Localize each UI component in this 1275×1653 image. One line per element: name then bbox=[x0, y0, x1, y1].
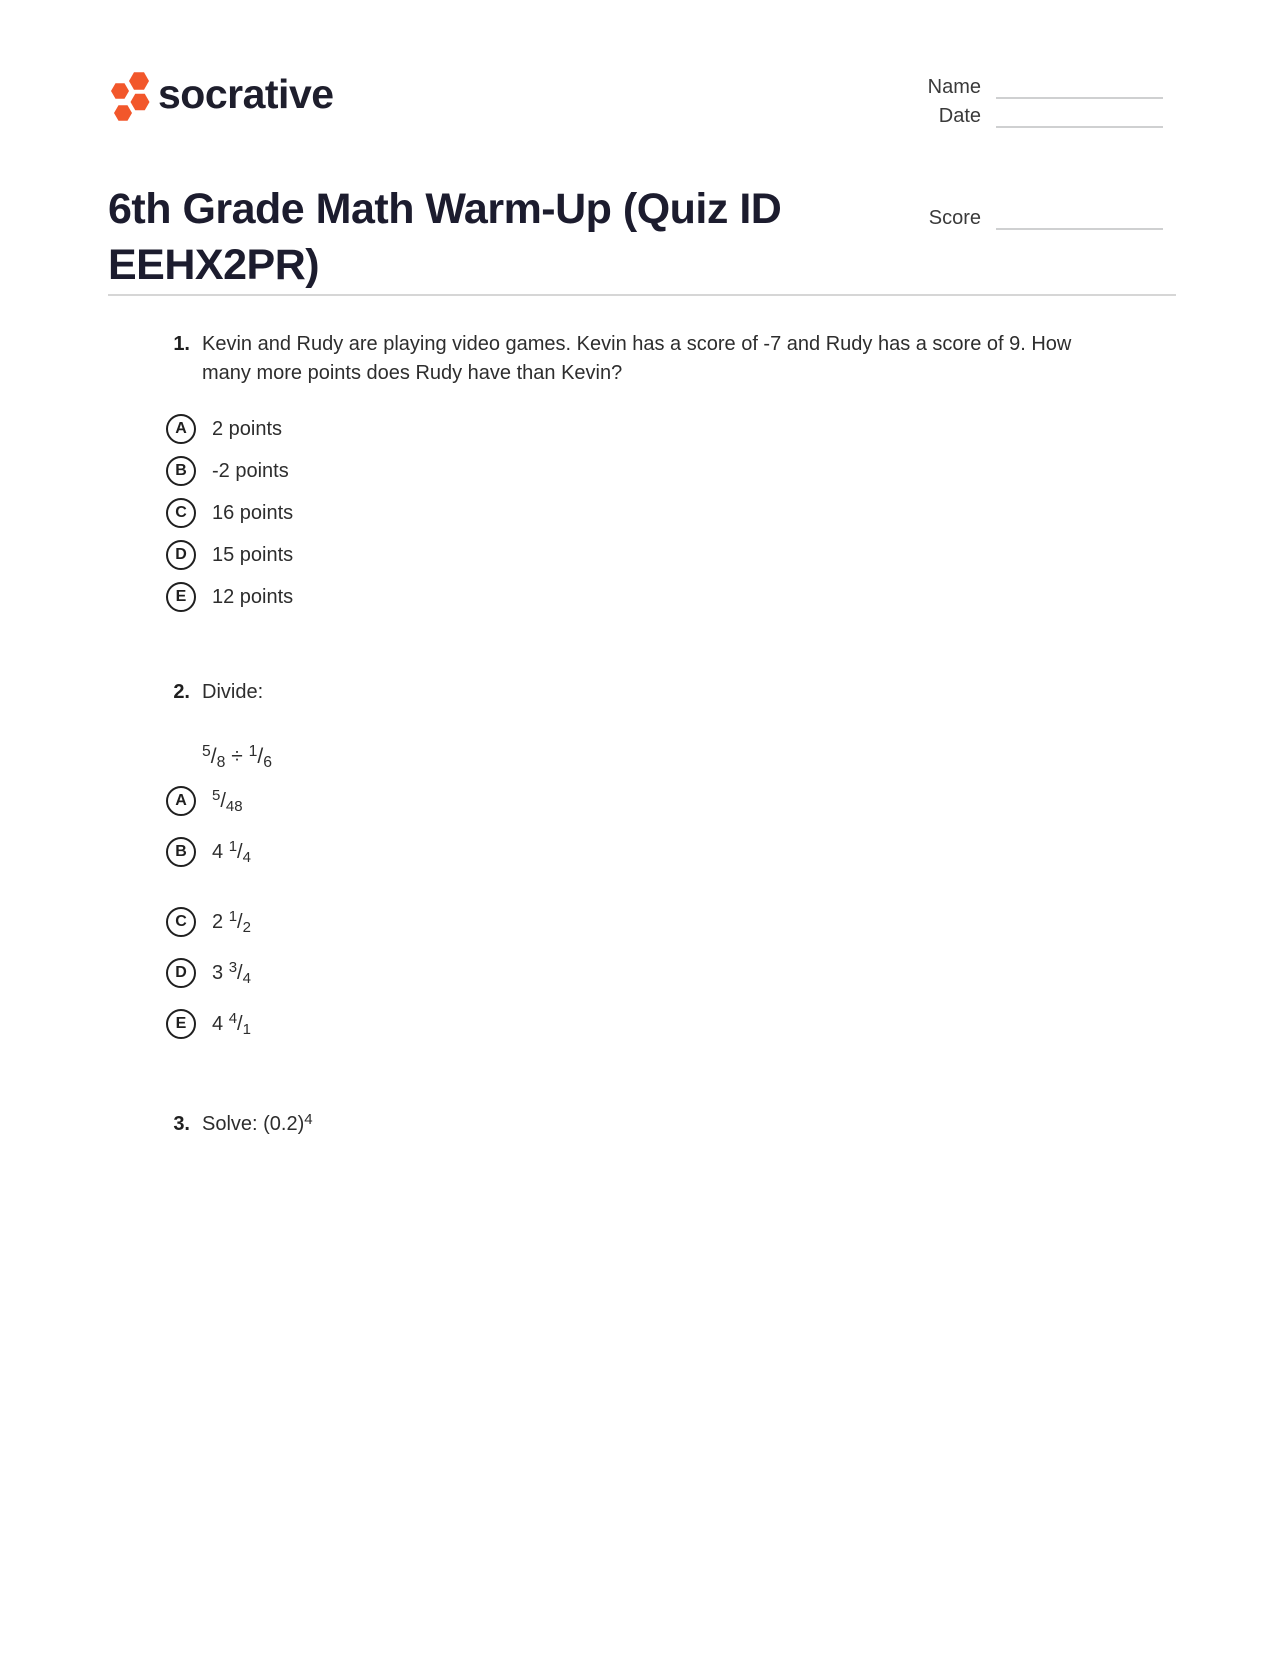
question-number: 3. bbox=[173, 1113, 190, 1135]
option-label: 12 points bbox=[212, 585, 294, 608]
question-number: 2. bbox=[173, 681, 190, 703]
name-label: Name bbox=[927, 76, 981, 98]
option-row bbox=[166, 1006, 1118, 1042]
question-1 bbox=[108, 330, 1118, 624]
option-row bbox=[166, 540, 1118, 570]
option-label: 15 points bbox=[212, 543, 294, 566]
option-bubble: B bbox=[166, 456, 196, 486]
socrative-hexagons-icon bbox=[98, 68, 152, 126]
option-bubble: E bbox=[166, 582, 196, 612]
option-label: -2 points bbox=[212, 459, 289, 482]
option-label: $^5/_{48}$ bbox=[212, 787, 243, 815]
option-row bbox=[166, 414, 1118, 444]
option-row bbox=[166, 955, 1118, 991]
option-row bbox=[166, 834, 1118, 870]
option-bubble: C bbox=[166, 907, 196, 937]
option-bubble: E bbox=[166, 1009, 196, 1039]
option-bubble: A bbox=[166, 786, 196, 816]
question-prompt: Kevin and Rudy are playing video games. Kevin has a score of -7 and Rudy has a score of 9. How many more points does Rudy have than Kevin? bbox=[202, 333, 1072, 384]
quiz-title: 6th Grade Math Warm-Up (Quiz ID EEHX2PR) bbox=[108, 184, 782, 289]
option-row bbox=[166, 904, 1118, 940]
title-divider bbox=[108, 294, 1176, 296]
option-label: 2 $^1/_2$ bbox=[212, 908, 251, 936]
date-label: Date bbox=[938, 105, 981, 127]
socrative-wordmark: socrative bbox=[158, 71, 334, 117]
name-blank-line bbox=[996, 75, 1163, 99]
score-field bbox=[870, 206, 1163, 230]
option-bubble: A bbox=[166, 414, 196, 444]
option-label: 16 points bbox=[212, 501, 294, 524]
date-field bbox=[870, 104, 1163, 128]
option-bubble: B bbox=[166, 837, 196, 867]
option-bubble: D bbox=[166, 958, 196, 988]
option-label: 2 points bbox=[212, 417, 283, 440]
question-number: 1. bbox=[173, 333, 190, 355]
score-label: Score bbox=[928, 207, 981, 229]
answer-options bbox=[166, 783, 1118, 1042]
option-label: 4 $^4/_1$ bbox=[212, 1010, 251, 1038]
option-bubble: D bbox=[166, 540, 196, 570]
question-prompt: Divide: bbox=[202, 681, 264, 703]
name-field bbox=[870, 75, 1163, 99]
math-expression: $^5/_8 \div ^1/_6$ bbox=[202, 743, 272, 772]
question-3 bbox=[108, 1110, 1118, 1139]
socrative-logo bbox=[98, 68, 152, 126]
score-blank-line bbox=[996, 206, 1163, 230]
date-blank-line bbox=[996, 104, 1163, 128]
option-bubble: C bbox=[166, 498, 196, 528]
question-prompt: Solve: $(0.2)^4$ bbox=[202, 1110, 313, 1135]
option-label: 4 $^1/_4$ bbox=[212, 838, 251, 866]
option-row bbox=[166, 783, 1118, 819]
answer-options bbox=[166, 414, 1118, 612]
option-label: 3 $^3/_4$ bbox=[212, 959, 251, 987]
question-2 bbox=[108, 678, 1118, 1057]
option-row bbox=[166, 582, 1118, 612]
option-row bbox=[166, 498, 1118, 528]
option-row bbox=[166, 456, 1118, 486]
